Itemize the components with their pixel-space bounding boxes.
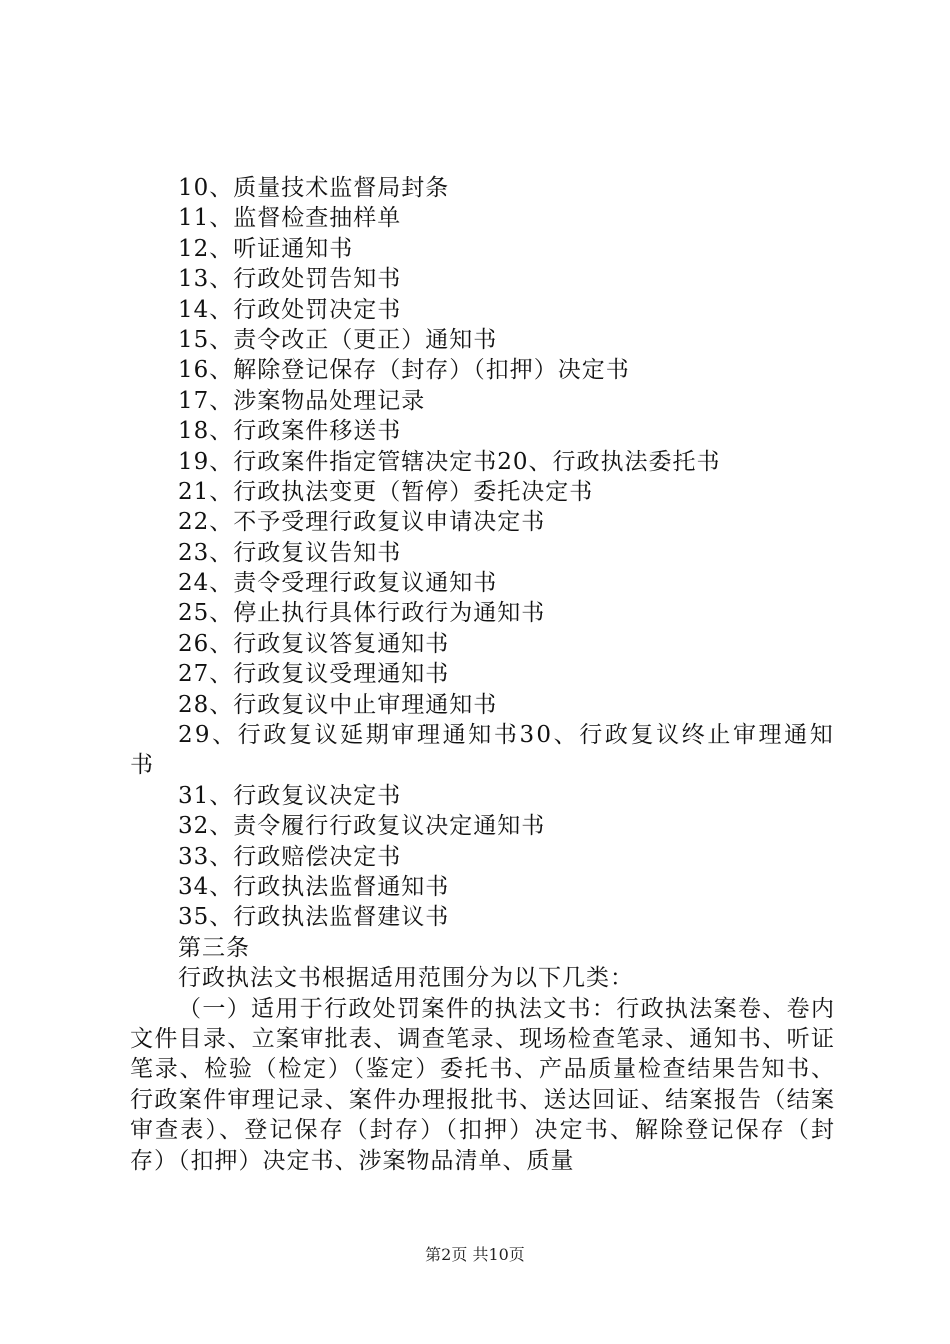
list-item: 16、解除登记保存（封存）（扣押）决定书 xyxy=(178,357,630,384)
document-list xyxy=(130,173,835,720)
list-item: 27、行政复议受理通知书 xyxy=(178,661,450,688)
list-item: 31、行政复议决定书 xyxy=(178,782,402,809)
list-item: 14、行政处罚决定书 xyxy=(178,296,402,323)
list-item-wrapped: 29、行政复议延期审理通知书30、行政复议终止审理通知书 xyxy=(130,722,835,779)
document-list-continued xyxy=(130,781,835,933)
page-footer: 第2页 共10页 xyxy=(425,1245,525,1264)
list-item: 10、质量技术监督局封条 xyxy=(178,175,450,201)
list-item: 17、涉案物品处理记录 xyxy=(178,387,426,414)
list-item: 35、行政执法监督建议书 xyxy=(178,904,450,931)
document-body xyxy=(130,173,835,1176)
list-item: 15、责令改正（更正）通知书 xyxy=(178,326,498,353)
list-item: 26、行政复议答复通知书 xyxy=(178,630,450,657)
article-paragraph: （一）适用于行政处罚案件的执法文书：行政执法案卷、卷内文件目录、立案审批表、调查笔录、现场检查笔录、通知书、听证笔录、检验（检定）（鉴定）委托书、产品质量检查结果告知书、行政案件审理记录、案件办理报批书、送达回证、结案报告（结案审查表）、登记保存（封存）（扣押）决定书、解除登记保存（封存）（扣押）决定书、涉案物品清单、质量 xyxy=(130,995,835,1174)
article-intro: 行政执法文书根据适用范围分为以下几类： xyxy=(178,965,634,992)
list-item: 23、行政复议告知书 xyxy=(178,539,402,566)
list-item: 25、停止执行具体行政行为通知书 xyxy=(178,600,546,627)
list-item: 33、行政赔偿决定书 xyxy=(178,843,402,870)
list-item: 32、责令履行行政复议决定通知书 xyxy=(178,813,546,840)
list-item: 19、行政案件指定管辖决定书20、行政执法委托书 xyxy=(178,448,721,475)
list-item: 21、行政执法变更（暂停）委托决定书 xyxy=(178,478,594,505)
list-item: 11、监督检查抽样单 xyxy=(178,205,402,232)
list-item: 13、行政处罚告知书 xyxy=(178,266,402,293)
list-item: 34、行政执法监督通知书 xyxy=(178,874,450,901)
list-item: 22、不予受理行政复议申请决定书 xyxy=(178,509,546,536)
article-heading: 第三条 xyxy=(178,934,250,961)
list-item: 24、责令受理行政复议通知书 xyxy=(178,570,498,597)
list-item: 18、行政案件移送书 xyxy=(178,418,402,445)
list-item: 28、行政复议中止审理通知书 xyxy=(178,691,498,718)
list-item: 12、听证通知书 xyxy=(178,235,354,262)
